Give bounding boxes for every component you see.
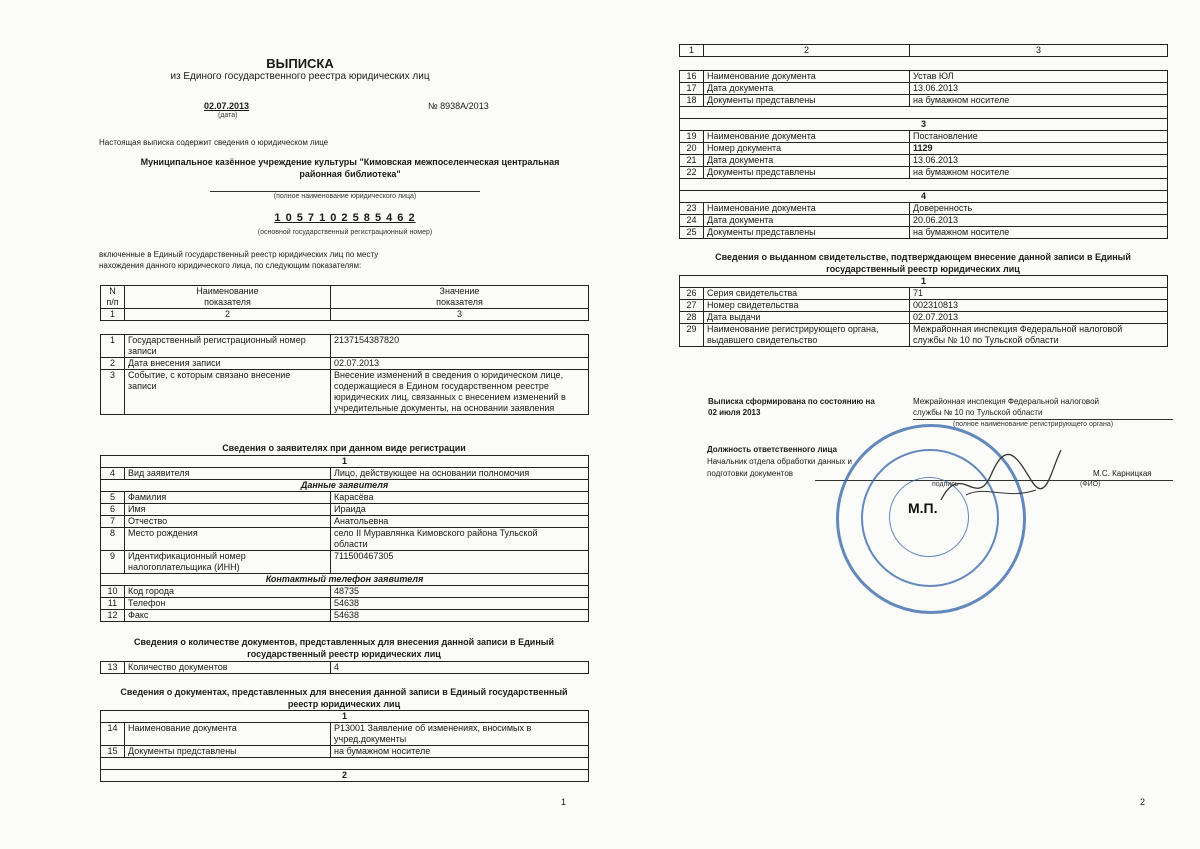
table-row: 9 Идентификационный номер налогоплательщика (ИНН) 711500467305 — [101, 551, 589, 574]
table-row: 27 Номер свидетельства 002310813 — [680, 300, 1168, 312]
documents-group-4: 4 — [680, 191, 1168, 203]
table-row: 7 Отчество Анатольевна — [101, 516, 589, 528]
col-number-header: N п/п — [101, 286, 125, 309]
table-row: 5 Фамилия Карасёва — [101, 492, 589, 504]
extract-date: 02.07.2013 — [204, 101, 250, 111]
signer-name: М.С. Карницкая — [1093, 469, 1152, 478]
table-row: 25 Документы представлены на бумажном носителе — [680, 227, 1168, 239]
signature-icon — [936, 440, 1066, 520]
documents-table — [100, 710, 589, 782]
date-caption: (дата) — [218, 112, 238, 119]
org-name-line2: районная библиотека" — [299, 169, 401, 179]
table-row: 6 Имя Ираида — [101, 504, 589, 516]
certificate-section-title: Сведения о выданном свидетельстве, подтверждающем внесение данной записи в Единый государственный реестр юридических лиц — [715, 252, 1131, 274]
table-row: 28 Дата выдачи 02.07.2013 — [680, 312, 1168, 324]
table-row: 11 Телефон 54638 — [101, 598, 589, 610]
table-row: 8 Место рождения село II Муравлянка Кимовского района Тульской области — [101, 528, 589, 551]
table-row: 13 Количество документов 4 — [101, 662, 589, 674]
mp-label: М.П. — [908, 500, 938, 516]
authority-line1: Межрайонная инспекция Федеральной налоговой — [913, 397, 1100, 406]
documents-group-1: 1 — [101, 711, 589, 723]
page-number-2: 2 — [1140, 797, 1146, 807]
documents-empty-row — [101, 758, 589, 770]
table-row: 20 Номер документа 1129 — [680, 143, 1168, 155]
group-spacer — [680, 179, 1168, 191]
applicants-table — [100, 455, 589, 622]
table-row: 3 Событие, с которым связано внесение записи Внесение изменений в сведения о юридическом лице, содержащиеся в Едином государственном реестре юридических лиц, связанных с внесением изменений в учредительные документы, на основании заявления — [101, 370, 589, 415]
certificate-group-label: 1 — [680, 276, 1168, 288]
indicators-header-table — [100, 285, 589, 321]
formed-date: 02 июля 2013 — [708, 408, 761, 417]
authority-caption: (полное наименование регистрирующего органа) — [953, 421, 1114, 428]
col-index-3: 3 — [331, 309, 589, 321]
table-row: 29 Наименование регистрирующего органа, выдавшего свидетельство Межрайонная инспекция Федеральной налоговой службы № 10 по Тульской области — [680, 324, 1168, 347]
ogrn-value: 1 0 5 7 1 0 2 5 8 5 4 6 2 — [274, 212, 416, 224]
document-title: ВЫПИСКА — [266, 56, 334, 71]
table-row: 26 Серия свидетельства 71 — [680, 288, 1168, 300]
documents-group-2: 2 — [101, 770, 589, 782]
table-row: 24 Дата документа 20.06.2013 — [680, 215, 1168, 227]
registration-record-table — [100, 334, 589, 415]
table-row: 18 Документы представлены на бумажном носителе — [680, 95, 1168, 107]
formed-label: Выписка сформирована по состоянию на — [708, 397, 875, 406]
doc-count-section-title: Сведения о количестве документов, представленных для внесения данной записи в Единый государственный реестр юридических лиц — [134, 637, 554, 659]
extract-number: № 8938А/2013 — [428, 101, 489, 111]
certificate-table — [679, 275, 1168, 347]
table-row: 1 Государственный регистрационный номер записи 2137154387820 — [101, 335, 589, 358]
authority-underline — [913, 419, 1173, 420]
document-subtitle: из Единого государственного реестра юридических лиц — [170, 71, 430, 82]
table-row: 2 Дата внесения записи 02.07.2013 — [101, 358, 589, 370]
group-spacer — [680, 107, 1168, 119]
intro-text: Настоящая выписка содержит сведения о юридическом лице — [99, 138, 329, 147]
contact-phone-header: Контактный телефон заявителя — [101, 574, 589, 586]
table-row: 10 Код города 48735 — [101, 586, 589, 598]
table-row: 17 Дата документа 13.06.2013 — [680, 83, 1168, 95]
signature-caption: подпись — [932, 481, 959, 488]
applicants-group-label: 1 — [101, 456, 589, 468]
table-row: 4 Вид заявителя Лицо, действующее на основании полномочия — [101, 468, 589, 480]
table-row: 14 Наименование документа Р13001 Заявление об изменениях, вносимых в учред.документы — [101, 723, 589, 746]
table-row: 23 Наименование документа Доверенность — [680, 203, 1168, 215]
applicant-data-header: Данные заявителя — [101, 480, 589, 492]
table-row: 15 Документы представлены на бумажном носителе — [101, 746, 589, 758]
position-line2: подготовки документов — [707, 469, 794, 478]
ogrn-caption: (основной государственный регистрационный номер) — [257, 229, 433, 236]
col-index-2: 2 — [125, 309, 331, 321]
doc-count-table — [100, 661, 589, 674]
col-value-header: Значение показателя — [331, 286, 589, 309]
signer-caption: (ФИО) — [1080, 481, 1101, 488]
table-row: 21 Дата документа 13.06.2013 — [680, 155, 1168, 167]
org-name-underline — [210, 191, 480, 192]
position-line1: Начальник отдела обработки данных и — [707, 457, 853, 466]
documents-group-3: 3 — [680, 119, 1168, 131]
authority-line2: службы № 10 по Тульской области — [913, 408, 1043, 417]
col-index-1: 1 — [101, 309, 125, 321]
table-row: 22 Документы представлены на бумажном носителе — [680, 167, 1168, 179]
applicants-section-title: Сведения о заявителях при данном виде регистрации — [222, 443, 466, 453]
position-label: Должность ответственного лица — [707, 445, 837, 454]
org-name-caption: (полное наименование юридического лица) — [273, 193, 417, 200]
included-line2: нахождения данного юридического лица, по следующим показателям: — [99, 261, 362, 270]
included-line1: включенные в Единый государственный реестр юридических лиц по месту — [99, 250, 379, 259]
col-name-header: Наименование показателя — [125, 286, 331, 309]
table-row: 12 Факс 54638 — [101, 610, 589, 622]
table-row: 16 Наименование документа Устав ЮЛ — [680, 71, 1168, 83]
documents-group2-table — [679, 70, 1168, 239]
page-2 — [600, 0, 1200, 849]
page-number-1: 1 — [561, 797, 567, 807]
continued-header-table: 1 2 3 — [679, 44, 1168, 57]
org-name-line1: Муниципальное казённое учреждение культуры "Кимовская межпоселенческая центральная — [140, 157, 560, 167]
table-row: 19 Наименование документа Постановление — [680, 131, 1168, 143]
documents-section-title: Сведения о документах, представленных для внесения данной записи в Единый государственный реестр юридических лиц — [120, 687, 568, 709]
